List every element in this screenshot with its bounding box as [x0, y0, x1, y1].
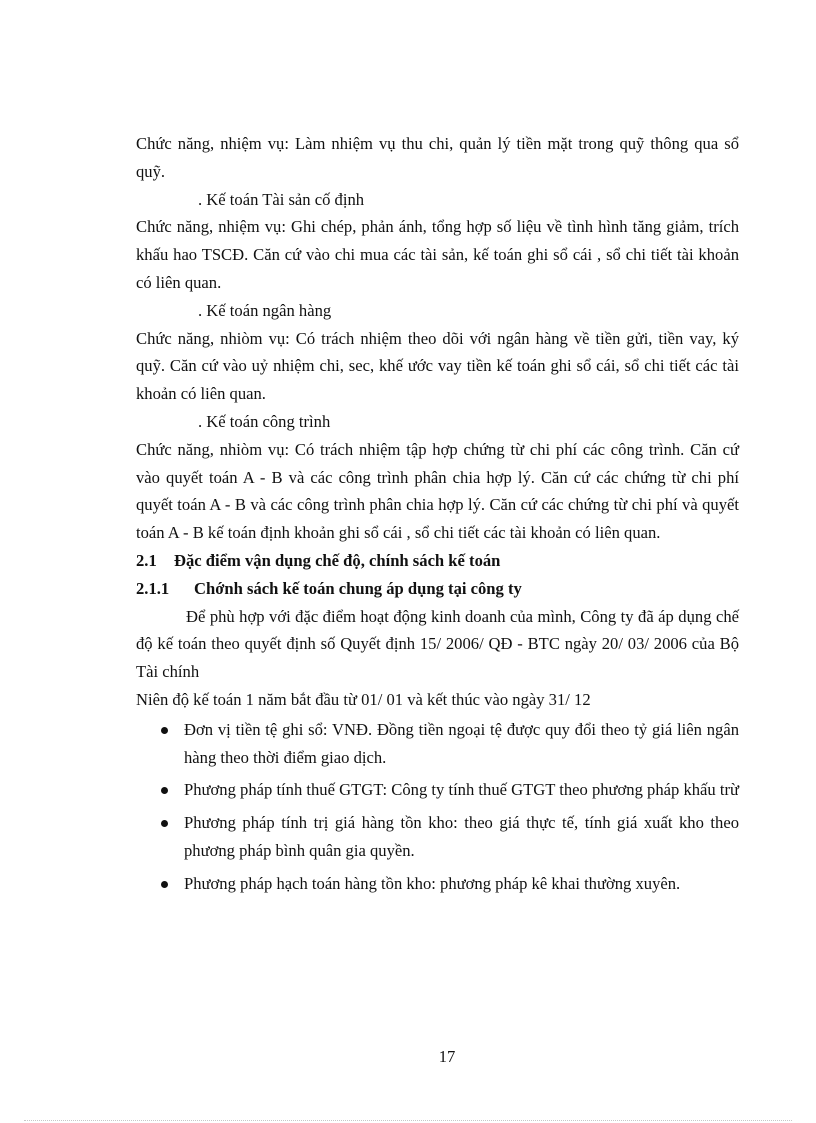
section-number: 2.1 [136, 550, 157, 570]
list-item: Phương pháp hạch toán hàng tồn kho: phương pháp kê khai thường xuyên. [136, 870, 739, 898]
paragraph-accounting-regime: Để phù hợp với đặc điểm hoạt động kinh doanh của mình, Công ty đã áp dụng chế độ kế toán theo quyết định số Quyết định 15/ 2006/ QĐ - BTC ngày 20/ 03/ 2006 của Bộ Tài chính [136, 606, 739, 682]
section-number: 2.1.1 [136, 578, 170, 598]
paragraph-fixed-assets-duties: Chức năng, nhiệm vụ: Ghi chép, phản ánh, tổng hợp số liệu về tình hình tăng giảm, trích khấu hao TSCĐ. Căn cứ vào chi mua các tài sản, kế toán ghi sổ cái , sổ chi tiết tài khoản có liên quan. [136, 217, 739, 292]
section-heading-2-1 [136, 547, 739, 575]
bullet-icon [161, 787, 168, 794]
subheading-bank-accounting: . Kế toán ngân hàng [198, 300, 332, 320]
list-item: Phương pháp tính trị giá hàng tồn kho: theo giá thực tế, tính giá xuất kho theo phương pháp bình quân gia quyền. [136, 809, 739, 865]
footer-divider [24, 1120, 792, 1121]
section-title: Đặc điểm vận dụng chế độ, chính sách kế toán [174, 550, 501, 570]
bullet-icon [161, 881, 168, 888]
section-heading-2-1-1 [136, 575, 739, 603]
paragraph-project-duties: Chức năng, nhiòm vụ: Có trách nhiệm tập hợp chứng từ chi phí các công trình. Căn cứ vào quyết toán A - B và các công trình phân chia hợp lý. Căn cứ các chứng từ chi phí quyết toán A - B và các công trình phân chia hợp lý. Căn cứ các chứng từ chi phí và quyết toán A - B kế toán định khoản ghi sổ cái , sổ chi tiết các tài khoản có liên quan. [136, 439, 739, 543]
paragraph-cashier-duties: Chức năng, nhiệm vụ: Làm nhiệm vụ thu chi, quản lý tiền mặt trong quỹ thông qua sổ quỹ. [136, 134, 739, 181]
list-item: Phương pháp tính thuế GTGT: Công ty tính thuế GTGT theo phương pháp khấu trừ [136, 776, 739, 804]
paragraph-bank-duties: Chức năng, nhiòm vụ: Có trách nhiệm theo dõi với ngân hàng về tiền gửi, tiền vay, ký quỹ. Căn cứ vào uỷ nhiệm chi, sec, khế ước vay tiền kế toán ghi sổ cái, sổ chi tiết các tài khoản có liên quan. [136, 328, 739, 404]
policy-list [136, 716, 739, 898]
subheading-project-accounting: . Kế toán công trình [198, 411, 331, 431]
list-item: Đơn vị tiền tệ ghi sổ: VNĐ. Đồng tiền ngoại tệ được quy đổi theo tỷ giá liên ngân hàng theo thời điểm giao dịch. [136, 716, 739, 772]
subheading-fixed-assets: . Kế toán Tài sản cố định [198, 189, 365, 209]
document-page [136, 130, 739, 903]
paragraph-fiscal-year: Niên độ kế toán 1 năm bắt đầu từ 01/ 01 và kết thúc vào ngày 31/ 12 [136, 689, 591, 709]
page-number: 17 [438, 1047, 456, 1066]
bullet-icon [161, 727, 168, 734]
section-title: Chớnh sách kế toán chung áp dụng tại công ty [194, 578, 522, 598]
bullet-icon [161, 820, 168, 827]
